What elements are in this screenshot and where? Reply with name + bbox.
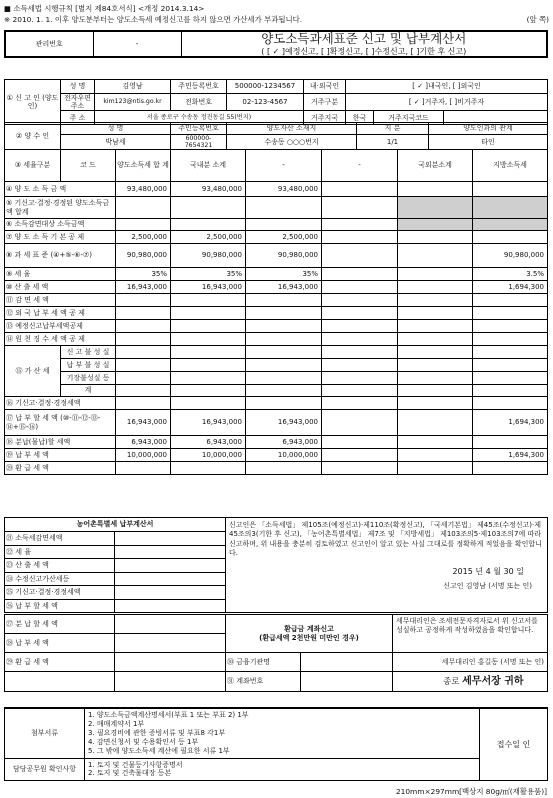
calc-cell[interactable]: 90,980,000	[171, 244, 246, 268]
residency-label: 거주구분	[304, 94, 346, 111]
calc-cell[interactable]	[473, 385, 548, 397]
bank-label: ㉚ 금융기관명	[226, 653, 301, 672]
attachment-item: 1. 양도소득금액계산명세서(부표 1 또는 부표 2) 1부	[88, 710, 249, 719]
calc-cell[interactable]: 3.5%	[473, 268, 548, 281]
attachment-item: 5. 그 밖에 양도소득세 계산에 필요한 서류 1부	[88, 746, 230, 755]
calc-cell[interactable]	[322, 268, 398, 281]
transferee-relation[interactable]: 타인	[429, 135, 548, 150]
col-local-tax: 지방소득세	[473, 150, 548, 182]
calc-cell[interactable]	[398, 333, 473, 346]
calc-cell[interactable]: 16,943,000	[171, 410, 246, 436]
calc-cell[interactable]	[116, 307, 171, 320]
mgmt-value[interactable]: -	[93, 31, 181, 57]
calc-row-label: ⑭ 원 천 징 수 세 액 공 제	[5, 333, 116, 346]
calc-cell[interactable]	[322, 385, 398, 397]
calc-row-label: ⑧ 과 세 표 준 (④+⑤-⑥-⑦)	[5, 244, 116, 268]
transferee-section	[4, 122, 548, 150]
notice-text: ※ 2010. 1. 1. 이후 양도분부터는 양도소득세 예정신고를 하지 않으면 가산세가 부과됩니다.	[4, 15, 303, 24]
calc-cell[interactable]	[398, 397, 473, 410]
calc-cell[interactable]	[398, 197, 473, 219]
calc-cell[interactable]	[322, 346, 398, 359]
declaration-text: 신고인은 「소득세법」 제105조(예정신고)·제110조(확정신고), 「국세기본법」 제45조(수정신고)·제45조의3(기한 후 신고), 「농어촌특별세법」 제7조 및 「지방세법」 제103조의5·제103조의7에 따라 신고하며, 위 내용을 충분히 검토하였고 신고인이 알고 있는 사실 그대로를 정확하게 적었음을 확인합니다.	[229, 521, 542, 558]
calc-cell[interactable]	[398, 359, 473, 372]
rural-row-value[interactable]	[115, 615, 226, 634]
calc-cell[interactable]	[322, 197, 398, 219]
calc-cell[interactable]: 35%	[116, 268, 171, 281]
rrn-label: 주민등록번호	[171, 80, 227, 94]
calc-cell[interactable]	[171, 307, 246, 320]
calc-cell[interactable]	[398, 346, 473, 359]
officer-check-list	[85, 758, 480, 780]
calc-cell[interactable]	[398, 244, 473, 268]
rural-row-label: ㉓ 산 출 세 액	[5, 559, 115, 573]
calc-row-label: ⑳ 환 급 세 액	[5, 462, 116, 475]
transferee-label: ② 양 수 인	[5, 123, 61, 150]
calc-cell[interactable]	[322, 231, 398, 244]
calc-cell[interactable]	[322, 244, 398, 268]
address-label: 주 소	[61, 111, 95, 125]
paper-spec: 210mm×297mm[백상지 80g/㎡(재활용품)]	[395, 787, 547, 796]
calc-cell[interactable]: 1,694,300	[473, 410, 548, 436]
calc-row-label: ⑬ 예정신고납부세액공제	[5, 320, 116, 333]
nationality-label: 내·외국인	[304, 80, 346, 94]
notice-line	[4, 14, 549, 25]
attachment-item: 4. 감면신청서 및 수용확인서 등 1부	[88, 737, 199, 746]
calc-cell[interactable]: 10,000,000	[116, 449, 171, 462]
calc-row-label: ⑫ 외 국 납 부 세 액 공 제	[5, 307, 116, 320]
country-value[interactable]: 한국	[346, 111, 374, 125]
calc-cell[interactable]: 1,694,300	[473, 449, 548, 462]
rural-tax-section	[4, 517, 548, 613]
calc-row-label: ⑤ 기신고·결정·경정된 양도소득금액 합계	[5, 197, 116, 219]
col-extra-1: -	[246, 150, 322, 182]
calc-cell[interactable]	[246, 346, 322, 359]
calc-cell[interactable]	[398, 268, 473, 281]
calc-cell[interactable]	[398, 385, 473, 397]
calc-cell[interactable]: 35%	[246, 268, 322, 281]
calc-cell[interactable]	[171, 320, 246, 333]
page-side: (앞 쪽)	[526, 15, 549, 24]
calc-cell[interactable]	[322, 281, 398, 294]
calc-cell[interactable]	[171, 462, 246, 475]
calc-cell[interactable]	[322, 449, 398, 462]
calc-cell[interactable]: 6,943,000	[116, 436, 171, 449]
calc-row-label: ⑰ 납 부 할 세 액 (⑩-⑪-⑫-⑬-⑭+⑮-⑯)	[5, 410, 116, 436]
rural-row-value[interactable]	[115, 545, 226, 559]
calc-cell[interactable]	[246, 197, 322, 219]
calc-cell[interactable]	[171, 333, 246, 346]
rural-row-value[interactable]	[115, 634, 226, 653]
calc-cell[interactable]: 10,000,000	[246, 449, 322, 462]
declaration-signer[interactable]: 신고인 김영남 (서명 또는 인)	[443, 581, 532, 590]
calc-cell[interactable]: 93,480,000	[171, 182, 246, 197]
calc-cell[interactable]	[116, 219, 171, 231]
calc-cell[interactable]: 35%	[171, 268, 246, 281]
refund-title-cell	[226, 615, 393, 653]
calc-cell[interactable]	[473, 359, 548, 372]
calc-cell[interactable]	[116, 372, 171, 385]
rural-row-value[interactable]	[115, 599, 226, 613]
calc-cell[interactable]	[116, 197, 171, 219]
rural-row-label: ㉑ 소득세감면세액	[5, 532, 115, 546]
calc-cell[interactable]	[398, 281, 473, 294]
calc-cell[interactable]	[473, 436, 548, 449]
col-domestic: 국내분 소계	[171, 150, 246, 182]
rural-row-label: ㉖ 납 부 할 세 액	[5, 599, 115, 613]
residency-options[interactable]: [ ✓ ]거주자, [ ]비거주자	[346, 94, 548, 111]
calc-cell[interactable]: 90,980,000	[246, 244, 322, 268]
calc-cell[interactable]	[398, 449, 473, 462]
calc-cell[interactable]	[246, 294, 322, 307]
account-value[interactable]	[301, 672, 393, 692]
calc-cell[interactable]	[116, 385, 171, 397]
mgmt-label: 관리번호	[5, 31, 93, 57]
calc-cell[interactable]: 2,500,000	[116, 231, 171, 244]
attachments-list	[85, 708, 480, 758]
calc-cell[interactable]: 93,480,000	[116, 182, 171, 197]
calc-cell[interactable]: 90,980,000	[473, 244, 548, 268]
calc-cell[interactable]	[322, 307, 398, 320]
calc-cell[interactable]	[398, 294, 473, 307]
tax-office-suffix: 세무서장 귀하	[462, 675, 524, 687]
penalty-label: ⑮ 가 산 세	[5, 346, 61, 397]
rural-row-value[interactable]	[115, 572, 226, 586]
code-label: 코 드	[61, 150, 116, 182]
email-value[interactable]: kim123@ntis.go.kr	[95, 94, 171, 111]
rural-row-value[interactable]	[115, 559, 226, 573]
filing-types[interactable]: ( [ ✓ ]예정신고, [ ]확정신고, [ ]수정신고, [ ]기한 후 신고)	[261, 46, 467, 56]
rural-empty-value	[115, 672, 226, 692]
officer-check-item: 2. 토지 및 건축물대장 등본	[88, 769, 172, 777]
calc-cell[interactable]	[473, 197, 548, 219]
calc-cell[interactable]	[246, 333, 322, 346]
calc-cell[interactable]	[246, 397, 322, 410]
rural-row-label: ㉕ 기신고·결정·경정세액	[5, 586, 115, 600]
calc-cell[interactable]	[246, 307, 322, 320]
attachment-item: 3. 필요경비에 관한 증빙서류 및 부표8 각1부	[88, 728, 226, 737]
calc-cell[interactable]	[116, 346, 171, 359]
attachments-section	[4, 707, 548, 781]
account-label: ㉛ 계좌번호	[226, 672, 301, 692]
calc-cell[interactable]	[171, 294, 246, 307]
phone-value[interactable]: 02-123-4567	[227, 94, 304, 111]
calc-cell[interactable]	[322, 333, 398, 346]
penalty-sub-label: 계	[61, 385, 116, 397]
title-block	[4, 30, 548, 58]
calc-cell[interactable]: 16,943,000	[116, 410, 171, 436]
calc-cell[interactable]: 93,480,000	[246, 182, 322, 197]
calc-cell[interactable]	[322, 462, 398, 475]
calc-cell[interactable]	[473, 346, 548, 359]
officer-check-item: 1. 토지 및 건물등기사항증명서	[88, 760, 183, 769]
attachment-item: 2. 매매계약서 1부	[88, 719, 145, 728]
calc-cell[interactable]	[322, 294, 398, 307]
calc-cell[interactable]: 6,943,000	[246, 436, 322, 449]
name-value[interactable]: 김영남	[95, 80, 171, 94]
calc-row-label: ⑱ 분납(물납)할 세액	[5, 436, 116, 449]
calc-row-label: ⑨ 세 율	[5, 268, 116, 281]
calc-cell[interactable]	[322, 320, 398, 333]
calc-cell[interactable]	[246, 320, 322, 333]
transferee-header-share: 지 분	[357, 123, 429, 135]
rural-row-label: ㉔ 수정신고가산세등	[5, 572, 115, 586]
calc-row-label: ⑯ 기신고·결정·경정세액	[5, 397, 116, 410]
agent-cell	[393, 615, 548, 653]
rural-row-value[interactable]	[115, 586, 226, 600]
calc-cell[interactable]	[398, 182, 473, 197]
calc-cell[interactable]	[322, 372, 398, 385]
calc-cell[interactable]	[473, 333, 548, 346]
declarant-section	[4, 79, 548, 125]
rural-row-label: ㉘ 납 부 세 액	[5, 634, 115, 653]
email-label: 전자우편주소	[61, 94, 95, 111]
calc-cell[interactable]	[398, 462, 473, 475]
attachments-label: 첨부서류	[5, 708, 85, 758]
calc-row-label: ⑩ 산 출 세 액	[5, 281, 116, 294]
transferee-rrn[interactable]: 600000-7654321	[171, 135, 227, 150]
calc-cell[interactable]: 16,943,000	[246, 281, 322, 294]
calc-cell[interactable]	[322, 182, 398, 197]
calc-cell[interactable]	[322, 397, 398, 410]
calc-cell[interactable]	[473, 397, 548, 410]
name-label: 성 명	[61, 80, 95, 94]
penalty-sub-label: 신 고 불 성 실	[61, 346, 116, 359]
calc-cell[interactable]: 6,943,000	[171, 436, 246, 449]
calc-cell[interactable]	[246, 385, 322, 397]
calc-cell[interactable]: 10,000,000	[171, 449, 246, 462]
form-reference: ■ 소득세법 시행규칙 [별지 제84호서식] <개정 2014.3.14>	[4, 4, 205, 13]
penalty-sub-label: 기장불성실 등	[61, 372, 116, 385]
calc-cell[interactable]	[171, 346, 246, 359]
calc-cell[interactable]	[322, 436, 398, 449]
nationality-options[interactable]: [ ✓ ]내국인, [ ]외국인	[346, 80, 548, 94]
calc-cell[interactable]: 16,943,000	[246, 410, 322, 436]
transferee-header-relation: 양도인과의 관계	[429, 123, 548, 135]
calc-cell[interactable]	[171, 197, 246, 219]
calc-cell[interactable]	[171, 372, 246, 385]
agent-text: 세무대리인은 조세전문자격자로서 위 신고서를 성실하고 공정하게 작성하였음을 확인합니다.	[396, 617, 538, 635]
refund-agent-section	[4, 614, 548, 692]
calc-cell[interactable]	[473, 320, 548, 333]
calc-row-label: ⑦ 양 도 소 득 기 본 공 제	[5, 231, 116, 244]
phone-label: 전화번호	[171, 94, 227, 111]
calc-cell[interactable]	[473, 219, 548, 231]
calc-cell[interactable]	[116, 294, 171, 307]
calc-cell[interactable]	[322, 219, 398, 231]
transferee-name[interactable]: 박남세	[61, 135, 171, 150]
office-cell	[393, 672, 548, 692]
rural-row-label: ㉙ 환 급 세 액	[5, 653, 115, 672]
calc-cell[interactable]	[473, 182, 548, 197]
calc-cell[interactable]	[398, 372, 473, 385]
agent-signer[interactable]: 세무대리인 홍길동 (서명 또는 인)	[393, 653, 548, 672]
calc-cell[interactable]: 90,980,000	[116, 244, 171, 268]
rrn-value[interactable]: 500000-1234567	[227, 80, 304, 94]
calc-cell[interactable]: 2,500,000	[171, 231, 246, 244]
receipt-stamp: 접수일 인	[480, 708, 548, 780]
rural-row-label: ㉗ 분 납 할 세 액	[5, 615, 115, 634]
col-extra-2: -	[322, 150, 398, 182]
calc-cell[interactable]	[246, 359, 322, 372]
calc-cell[interactable]	[398, 436, 473, 449]
tax-calculation-table	[4, 149, 548, 475]
calc-cell[interactable]	[116, 359, 171, 372]
transferee-header-location: 양도자산 소재지	[227, 123, 357, 135]
calc-cell[interactable]	[171, 385, 246, 397]
declaration-cell	[226, 518, 548, 613]
calc-cell[interactable]	[322, 410, 398, 436]
calc-cell[interactable]	[116, 333, 171, 346]
calc-cell[interactable]: 1,694,300	[473, 281, 548, 294]
penalty-sub-label: 납 부 불 성 실	[61, 359, 116, 372]
calc-cell[interactable]	[116, 320, 171, 333]
refund-title: 환급금 계좌신고	[284, 625, 334, 634]
calc-cell[interactable]	[246, 462, 322, 475]
country-label: 거주지국	[304, 111, 346, 125]
rural-row-value[interactable]	[115, 532, 226, 546]
calc-row-label: ⑪ 감 면 세 액	[5, 294, 116, 307]
calc-cell[interactable]	[398, 410, 473, 436]
refund-subtitle: (환급세액 2천만원 미만인 경우)	[259, 633, 359, 642]
col-foreign: 국외분소계	[398, 150, 473, 182]
calc-cell[interactable]	[398, 320, 473, 333]
country-code-label: 거주지국코드	[374, 111, 444, 125]
calc-cell[interactable]	[398, 307, 473, 320]
calc-cell[interactable]	[473, 462, 548, 475]
calc-cell[interactable]: 2,500,000	[246, 231, 322, 244]
declaration-date[interactable]: 2015 년 4 월 30 일	[452, 566, 524, 576]
rural-row-label: ㉒ 세 율	[5, 545, 115, 559]
calc-row-label: ⑥ 소득감면대상 소득금액	[5, 219, 116, 231]
calc-cell[interactable]	[473, 231, 548, 244]
calc-cell[interactable]: 16,943,000	[171, 281, 246, 294]
transferee-location[interactable]: 수송동 ○○○번지	[227, 135, 357, 150]
calc-cell[interactable]	[171, 397, 246, 410]
calc-cell[interactable]	[246, 219, 322, 231]
form-title: 양도소득과세표준 신고 및 납부계산서	[261, 31, 467, 47]
calc-cell[interactable]	[322, 359, 398, 372]
calc-cell[interactable]	[398, 231, 473, 244]
rural-row-value[interactable]	[115, 653, 226, 672]
calc-cell[interactable]	[398, 219, 473, 231]
tax-office-name[interactable]: 종로	[443, 676, 460, 687]
calc-cell[interactable]	[473, 294, 548, 307]
calc-cell[interactable]	[171, 219, 246, 231]
calc-row-label: ⑲ 납 부 세 액	[5, 449, 116, 462]
calc-cell[interactable]	[246, 372, 322, 385]
form-title-cell	[181, 31, 547, 57]
tax-rate-label: ③ 세율구분	[5, 150, 61, 182]
calc-cell[interactable]	[116, 462, 171, 475]
bank-value[interactable]	[301, 653, 393, 672]
calc-cell[interactable]	[473, 307, 548, 320]
transferee-share[interactable]: 1/1	[357, 135, 429, 150]
calc-row-label: ④ 양 도 소 득 금 액	[5, 182, 116, 197]
transferee-header-rrn: 주민등록번호	[171, 123, 227, 135]
officer-check-label: 담당공무원 확인사항	[5, 758, 85, 780]
declarant-label: ① 신 고 인 (양도인)	[5, 80, 61, 125]
rural-tax-title: 농어촌특별세 납부계산서	[5, 518, 226, 532]
calc-cell[interactable]	[171, 359, 246, 372]
address-value[interactable]: 서울 종로구 수송동 정진동길 55(번지)	[95, 111, 304, 125]
calc-cell[interactable]	[116, 397, 171, 410]
transferee-header-name: 성 명	[61, 123, 171, 135]
rural-empty	[5, 672, 115, 692]
col-total: 양도소득세 합 계	[116, 150, 171, 182]
calc-cell[interactable]: 16,943,000	[116, 281, 171, 294]
calc-cell[interactable]	[473, 372, 548, 385]
